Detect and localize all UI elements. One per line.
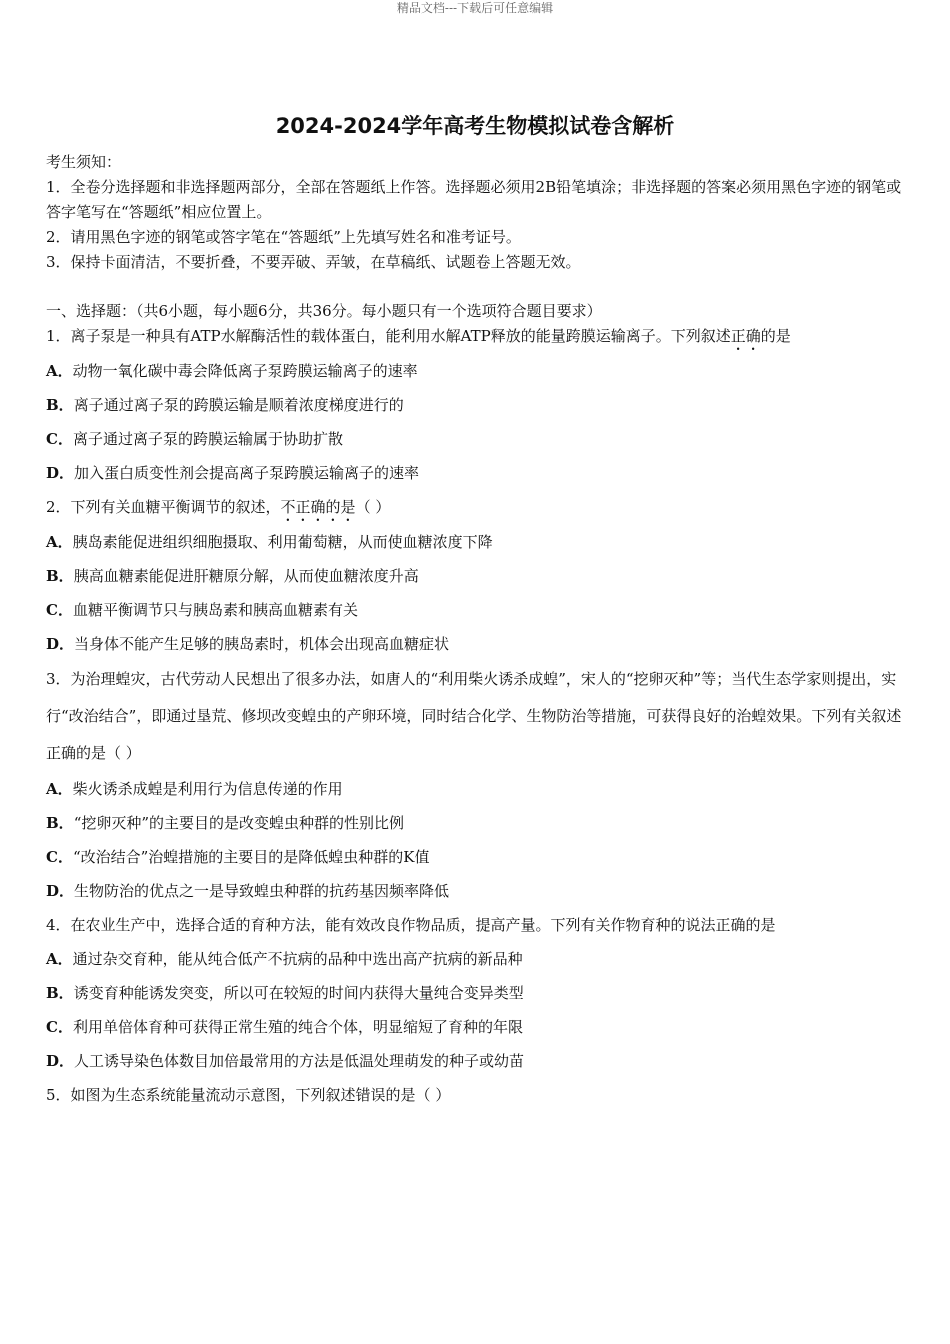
question-3-option-d: D．生物防治的优点之一是导致蝗虫种群的抗药基因频率降低 xyxy=(46,882,450,900)
question-1-stem: 1．离子泵是一种具有ATP水解酶活性的载体蛋白，能利用水解ATP释放的能量跨膜运输离子。下列叙述正确的是 xyxy=(46,327,791,345)
question-4-option-c: C．利用单倍体育种可获得正常生殖的纯合个体，明显缩短了育种的年限 xyxy=(46,1018,523,1036)
question-3-stem: 3．为治理蝗灾，古代劳动人民想出了很多办法，如唐人的“利用柴火诱杀成蝗”，宋人的“挖卵灭种”等；当代生态学家则提出，实行“改治结合”，即通过垦荒、修坝改变蝗虫的产卵环境，同时结合化学、生物防治等措施，可获得良好的治蝗效果。下列有关叙述正确的是（ ） xyxy=(46,670,902,762)
question-1-option-d: D．加入蛋白质变性剂会提高离子泵跨膜运输离子的速率 xyxy=(46,464,420,482)
question-2-option-d: D．当身体不能产生足够的胰岛素时，机体会出现高血糖症状 xyxy=(46,635,450,653)
document-body xyxy=(46,150,906,1112)
question-2-option-c: C．血糖平衡调节只与胰岛素和胰高血糖素有关 xyxy=(46,601,358,619)
question-2-option-a: A．胰岛素能促进组织细胞摄取、利用葡萄糖，从而使血糖浓度下降 xyxy=(46,533,493,551)
question-3-option-c: C．“改治结合”治蝗措施的主要目的是降低蝗虫种群的K值 xyxy=(46,848,430,866)
notice-item-2: 2．请用黑色字迹的钢笔或答字笔在“答题纸”上先填写姓名和准考证号。 xyxy=(46,228,521,246)
question-5-stem: 5．如图为生态系统能量流动示意图，下列叙述错误的是（ ） xyxy=(46,1086,451,1104)
spacer xyxy=(46,275,906,299)
question-2-stem: 2．下列有关血糖平衡调节的叙述，不正确的是（ ） xyxy=(46,498,391,516)
question-3-option-b: B．“挖卵灭种”的主要目的是改变蝗虫种群的性别比例 xyxy=(46,814,405,832)
question-1-option-a: A．动物一氧化碳中毒会降低离子泵跨膜运输离子的速率 xyxy=(46,362,418,380)
notice-item-3: 3．保持卡面清洁，不要折叠，不要弄破、弄皱，在草稿纸、试题卷上答题无效。 xyxy=(46,253,581,271)
question-3-option-a: A．柴火诱杀成蝗是利用行为信息传递的作用 xyxy=(46,780,343,798)
question-1-option-b: B．离子通过离子泵的跨膜运输是顺着浓度梯度进行的 xyxy=(46,396,404,414)
section-heading: 一、选择题：（共6小题，每小题6分，共36分。每小题只有一个选项符合题目要求） xyxy=(46,302,602,320)
document-title: 2024-2024学年高考生物模拟试卷含解析 xyxy=(275,114,675,138)
notice-heading: 考生须知： xyxy=(46,153,122,171)
question-2-option-b: B．胰高血糖素能促进肝糖原分解，从而使血糖浓度升高 xyxy=(46,567,419,585)
emphasis-text: 不正确的是 xyxy=(280,498,356,516)
question-4-option-d: D．人工诱导染色体数目加倍最常用的方法是低温处理萌发的种子或幼苗 xyxy=(46,1052,525,1070)
page-header-watermark: 精品文档---下载后可任意编辑 xyxy=(396,1,554,15)
question-4-option-a: A．通过杂交育种，能从纯合低产不抗病的品种中选出高产抗病的新品种 xyxy=(46,950,523,968)
notice-item-1: 1．全卷分选择题和非选择题两部分，全部在答题纸上作答。选择题必须用2B铅笔填涂；非选择题的答案必须用黑色字迹的钢笔或答字笔写在“答题纸”相应位置上。 xyxy=(46,178,902,221)
emphasis-text: 正确 xyxy=(730,327,761,345)
question-4-option-b: B．诱变育种能诱发突变，所以可在较短的时间内获得大量纯合变异类型 xyxy=(46,984,524,1002)
question-4-stem: 4．在农业生产中，选择合适的育种方法，能有效改良作物品质，提高产量。下列有关作物育种的说法正确的是 xyxy=(46,916,776,934)
question-1-option-c: C．离子通过离子泵的跨膜运输属于协助扩散 xyxy=(46,430,343,448)
